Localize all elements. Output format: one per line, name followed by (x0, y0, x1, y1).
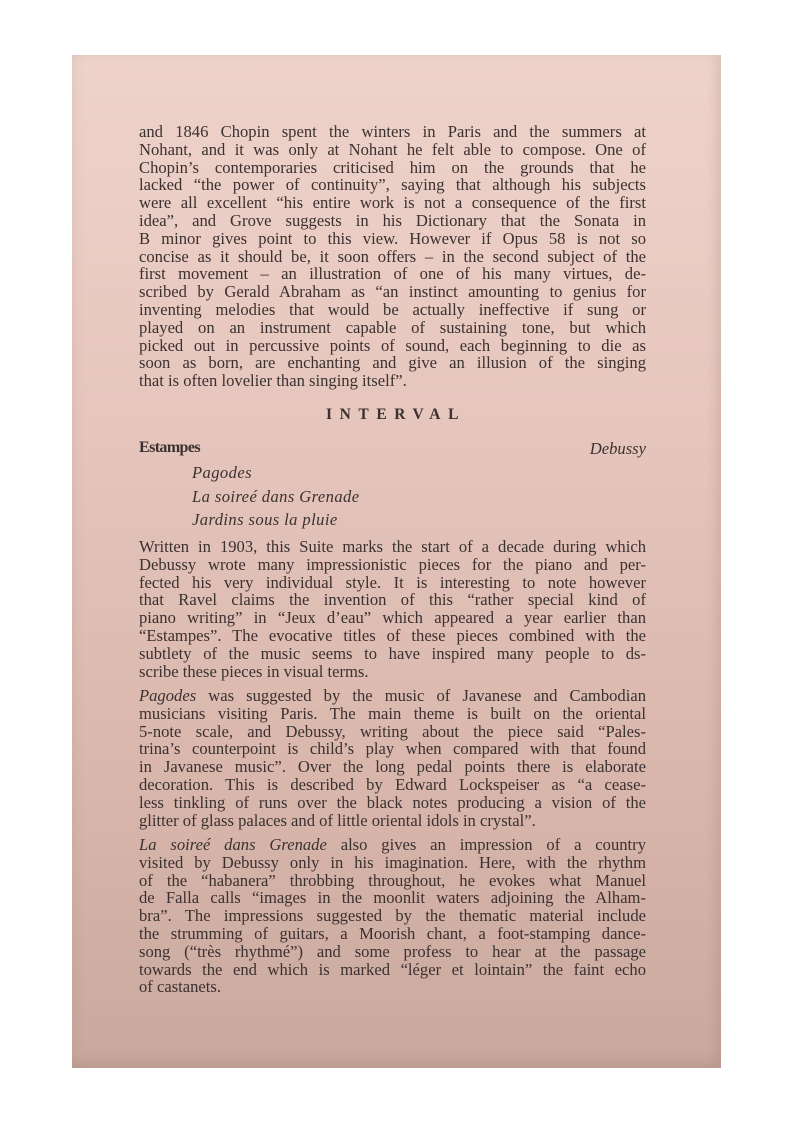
text-line: played on an instrument capable of sustaining tone, but which (139, 317, 646, 337)
text-line: trina’s counterpoint is child’s play when compared with that found (139, 739, 646, 759)
text-line: soon as born, are enchanting and give an illusion of the singing (139, 353, 646, 373)
movement-item: Jardins sous la pluie (192, 510, 338, 530)
paragraph-chopin-sonata (139, 123, 646, 390)
movement-list (192, 463, 360, 534)
page-content (139, 0, 646, 1123)
text-line: lacked “the power of continuity”, saying that although his subjects (139, 175, 646, 195)
text-line: and 1846 Chopin spent the winters in Paris and the summers at (139, 122, 646, 141)
text-line (139, 836, 646, 854)
italic-title: Pagodes (139, 686, 197, 705)
text-line: B minor gives point to this view. However if Opus 58 is not so (139, 228, 646, 248)
text-line: the strumming of guitars, a Moorish chant, a foot-stamping dance- (139, 923, 646, 943)
text-line: that Ravel claims the invention of this “rather special kind of (139, 590, 646, 610)
text-line: Nohant, and it was only at Nohant he felt able to compose. One of (139, 139, 646, 159)
movement-item: Pagodes (192, 463, 252, 482)
programme-item (139, 439, 646, 459)
text-line: “Estampes”. The evocative titles of these pieces combined with the (139, 625, 646, 645)
text-line: decoration. This is described by Edward Lockspeiser as “a cease- (139, 774, 646, 794)
paragraph-pagodes (139, 687, 646, 829)
interval-heading: INTERVAL (325, 406, 467, 423)
movement-item: La soireé dans Grenade (192, 486, 360, 506)
text-line: fected his very individual style. It is interesting to note however (139, 572, 646, 592)
text-line: Chopin’s contemporaries criticised him on the grounds that he (139, 157, 646, 177)
text-line: idea”, and Grove suggests in his Dictionary that the Sonata in (139, 210, 646, 230)
text-line: first movement – an illustration of one of his many virtues, de- (139, 264, 646, 284)
text-line: concise as it should be, it soon offers – in the second subject of the (139, 246, 646, 266)
text-line: of the “habanera” throbbing throughout, he evokes what Manuel (139, 870, 646, 890)
text-line: picked out in percussive points of sound, each beginning to die as (139, 335, 646, 355)
text-line: scribe these pieces in visual terms. (139, 661, 369, 681)
text-line: were all excellent “his entire work is not a consequence of the first (139, 193, 646, 213)
text-line: of castanets. (139, 977, 222, 997)
text-line: towards the end which is marked “léger et lointain” the faint echo (139, 959, 646, 979)
text-line: musicians visiting Paris. The main theme is built on the oriental (139, 703, 646, 723)
paragraph-estampes-intro (139, 538, 646, 680)
text-line: inventing melodies that would be actually ineffective if sung or (139, 299, 646, 319)
text-line: visited by Debussy only in his imagination. Here, with the rhythm (139, 852, 646, 872)
text-line: less tinkling of runs over the black notes producing a vision of the (139, 792, 646, 812)
text-line (139, 687, 646, 705)
text-line: 5-note scale, and Debussy, writing about the piece said “Pales- (139, 721, 646, 741)
text-line: bra”. The impressions suggested by the thematic material include (139, 906, 646, 926)
text-run: was suggested by the music of Javanese and Cambodian (196, 686, 646, 705)
text-line: subtlety of the music seems to have inspired many people to ds- (139, 643, 646, 663)
paragraph-soiree-grenade (139, 836, 646, 996)
composer-name: Debussy (589, 439, 646, 458)
text-line: de Falla calls “images in the moonlit waters adjoining the Alham- (139, 888, 646, 908)
work-title: Estampes (139, 439, 200, 456)
text-line: Debussy wrote many impressionistic pieces for the piano and per- (139, 554, 646, 574)
text-line: scribed by Gerald Abraham as “an instinct amounting to genius for (139, 282, 646, 302)
text-line: in Javanese music”. Over the long pedal points there is elaborate (139, 757, 646, 777)
text-line: song (“très rhythmé”) and some profess to hear at the passage (139, 941, 646, 961)
text-run: also gives an impression of a country (326, 835, 646, 854)
text-line: glitter of glass palaces and of little oriental idols in crystal”. (139, 810, 536, 830)
italic-title: La soireé dans Grenade (139, 835, 327, 854)
text-line: that is often lovelier than singing itself”. (139, 371, 407, 391)
text-line: piano writing” in “Jeux d’eau” which appeared a year earlier than (139, 608, 646, 628)
text-line: Written in 1903, this Suite marks the start of a decade during which (139, 537, 646, 556)
